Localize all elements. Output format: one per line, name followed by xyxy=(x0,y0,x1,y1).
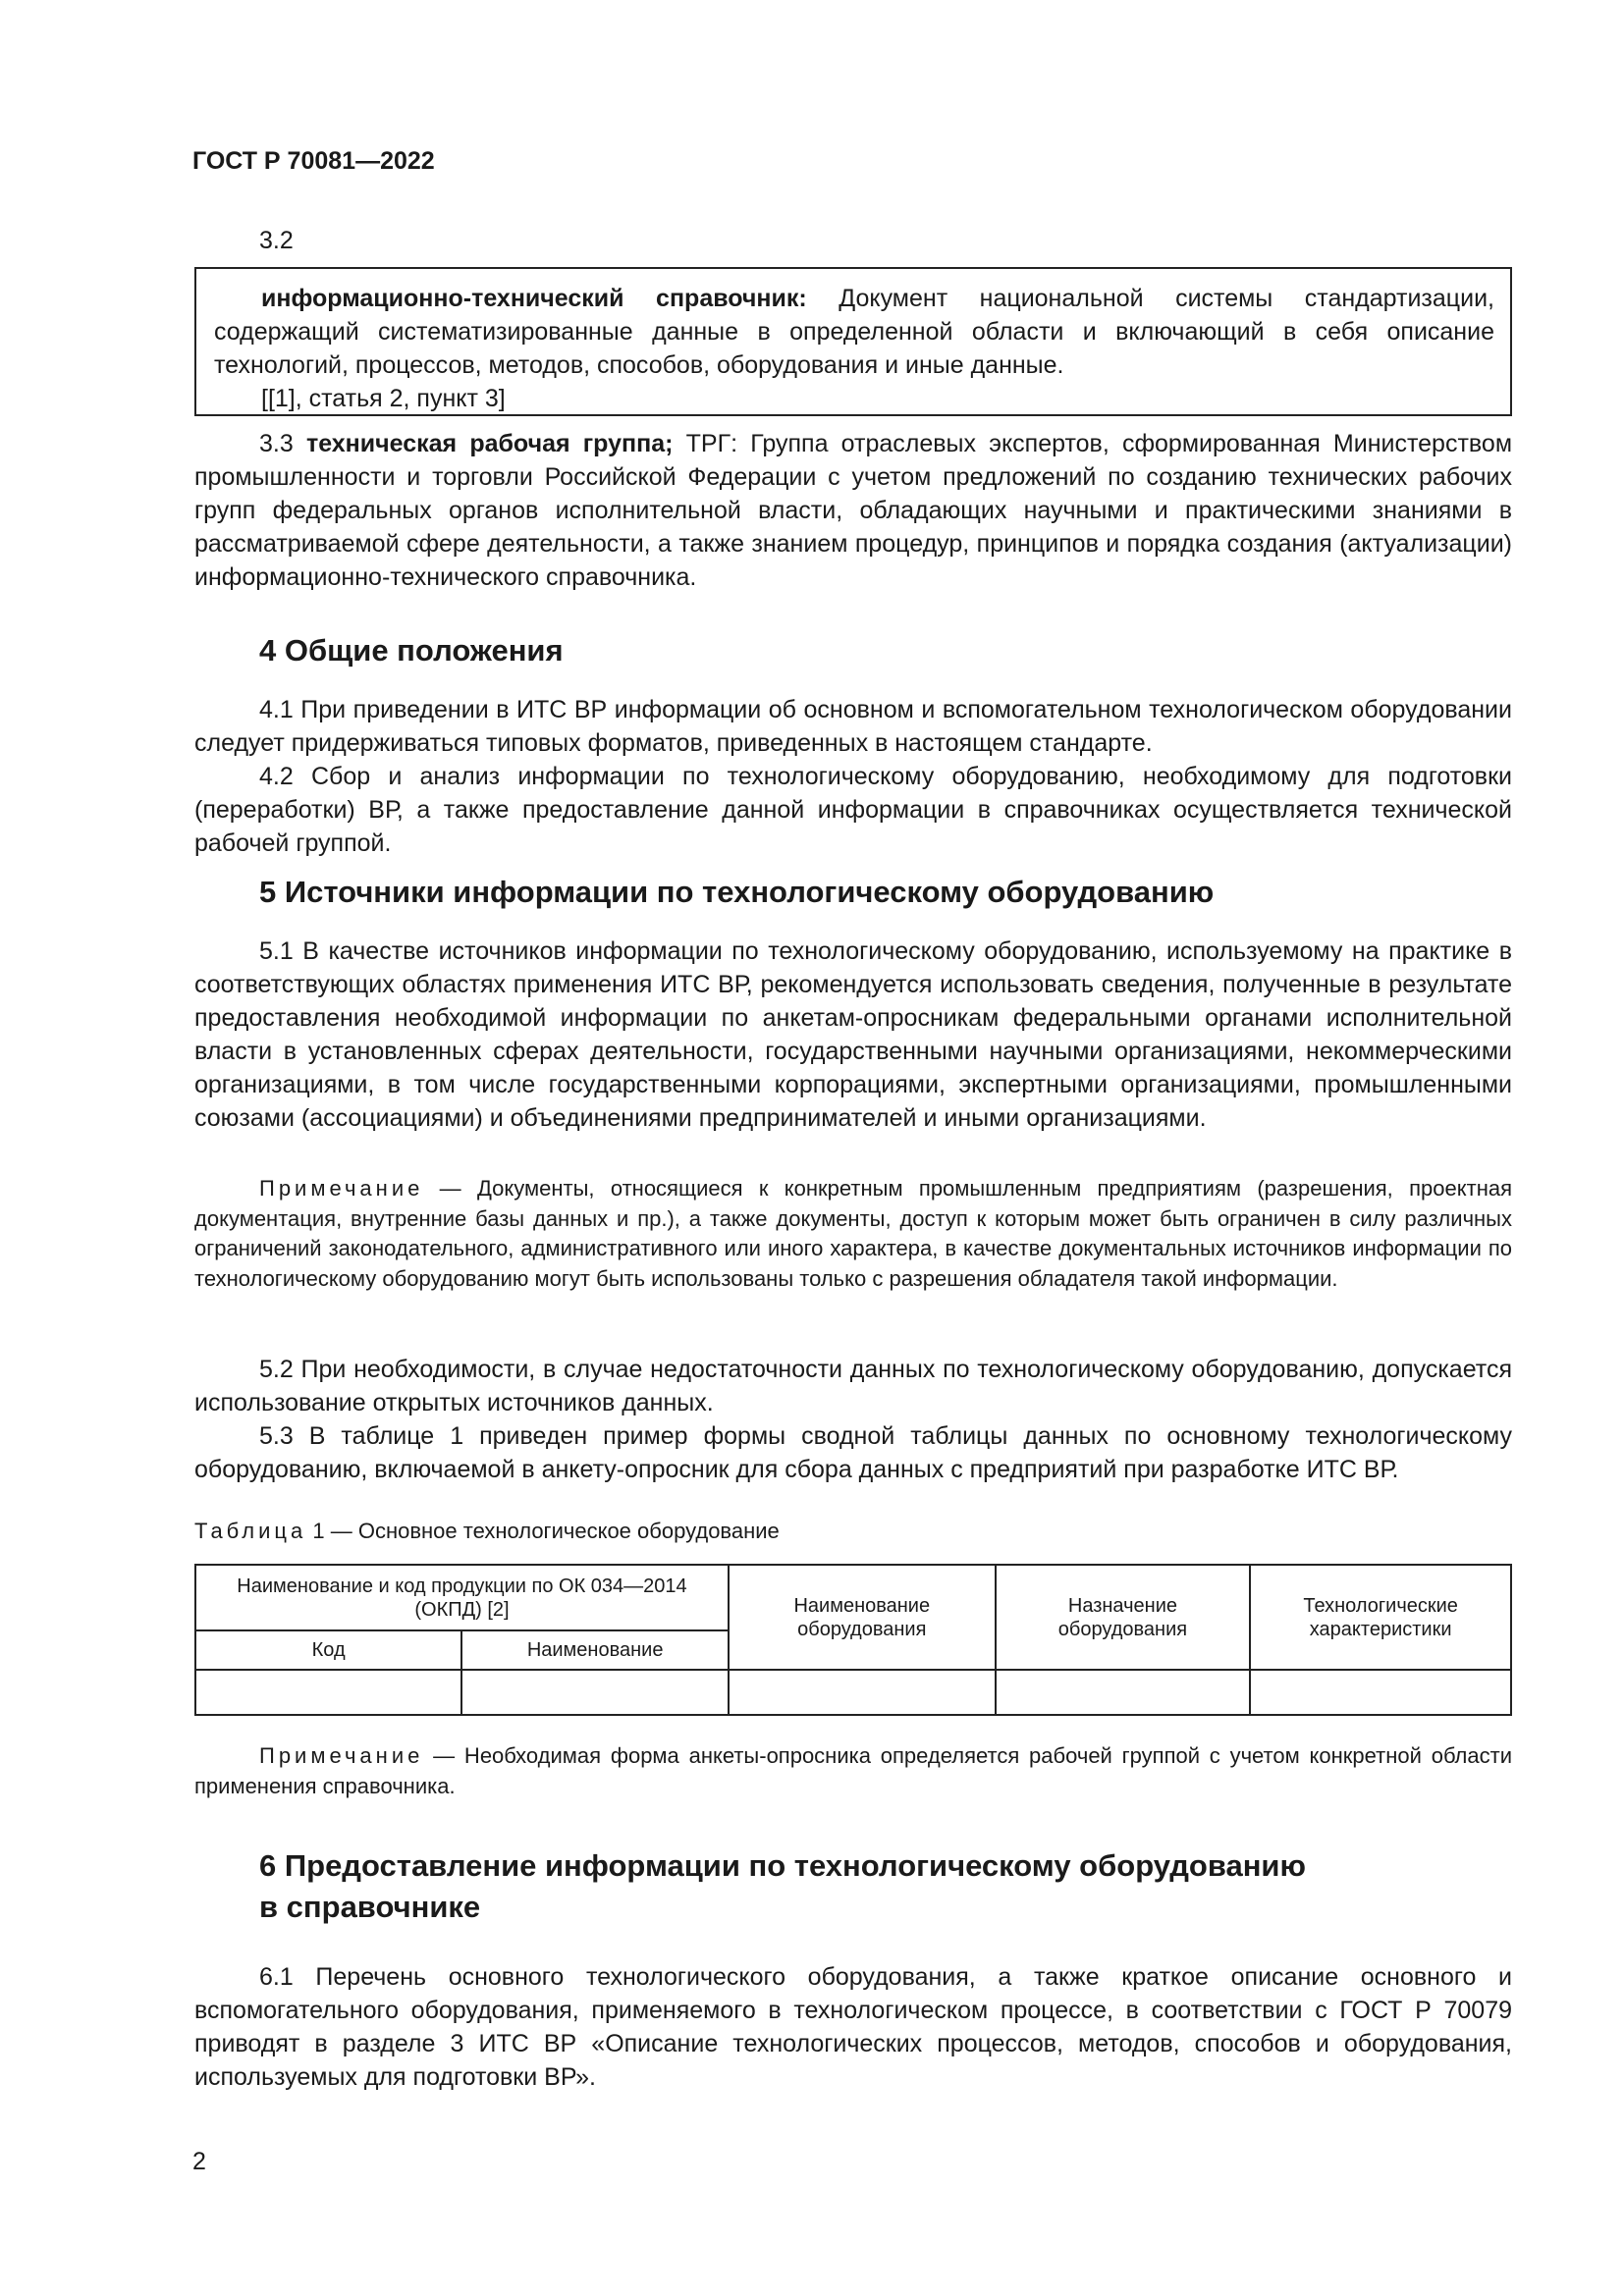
section-5-body-2 xyxy=(194,1353,1512,1486)
paragraph-6-1 xyxy=(194,1960,1512,2094)
section-5-title: 5 Источники информации по технологическому оборудованию xyxy=(259,875,1215,909)
table-header-purpose: Назначение оборудования xyxy=(996,1565,1251,1670)
term-3-3-number: 3.3 xyxy=(259,430,294,457)
note-2-text: — Необходимая форма анкеты-опросника определяется рабочей группой с учетом конкретной области применения справочника. xyxy=(194,1743,1512,1798)
term-3-2-text xyxy=(214,282,1494,382)
table-header-characteristics: Технологические характеристики xyxy=(1250,1565,1511,1670)
standard-header: ГОСТ Р 70081—2022 xyxy=(192,147,435,175)
term-3-3-definition: ТРГ: Группа отраслевых экспертов, сформированная Министерством промышленности и торговли Российской Федерации с учетом предложений по созданию технических рабочих групп федеральных органов исполнительной власти, обладающих научными и практическими знаниями в рассматриваемой сфере деятельности, а также знанием процедур, принципов и порядка создания (актуализации) информационно-технического справочника. xyxy=(194,430,1513,591)
table-header-name: Наименование xyxy=(461,1630,729,1670)
page-number: 2 xyxy=(192,2148,206,2175)
term-3-2-box xyxy=(194,267,1512,416)
section-4-body xyxy=(194,693,1512,860)
table-caption-text: 1 — Основное технологическое оборудование xyxy=(306,1519,780,1543)
table-header-code: Код xyxy=(195,1630,461,1670)
table-cell xyxy=(461,1670,729,1715)
term-3-2-reference: [[1], статья 2, пункт 3] xyxy=(261,385,506,412)
table-cell xyxy=(195,1670,461,1715)
table-header-equipment-name: Наименование оборудования xyxy=(729,1565,996,1670)
note-1 xyxy=(194,1174,1512,1294)
equipment-table xyxy=(194,1564,1512,1716)
note-2 xyxy=(194,1741,1512,1801)
term-3-2-number: 3.2 xyxy=(259,227,294,254)
paragraph-5-3: 5.3 В таблице 1 приведен пример формы сводной таблицы данных по основному технологическому оборудованию, включаемой в анкету-опросник для сбора данных с предприятий при разработке ИТС ВР. xyxy=(194,1422,1512,1483)
paragraph-5-1-text: 5.1 В качестве источников информации по технологическому оборудованию, используемому на практике в соответствующих областях применения ИТС ВР, рекомендуется использовать сведения, полученные в результате предоставления необходимой информации по анкетам-опросникам федеральными органами исполнительной власти в установленных сферах деятельности, государственными научными организациями, некоммерческими организациями, в том числе государственными корпорациями, экспертными организациями, промышленными союзами (ассоциациями) и объединениями предпринимателей и иными организациями. xyxy=(194,937,1512,1132)
note-1-label: Примечание xyxy=(259,1176,424,1201)
paragraph-4-2: 4.2 Сбор и анализ информации по технологическому оборудованию, необходимому для подготовки (переработки) ВР, а также предоставление данной информации в справочниках осуществляется технической рабочей группой. xyxy=(194,763,1512,857)
note-1-text: — Документы, относящиеся к конкретным промышленным предприятиям (разрешения, проектная документация, внутренние базы данных и пр.), а также документы, доступ к которым может быть ограничен в силу различных ограничений законодательного, административного или иного характера, в качестве документальных источников информации по технологическому оборудованию могут быть использованы только с разрешения обладателя такой информации. xyxy=(194,1176,1512,1291)
section-6-title-line1: 6 Предоставление информации по технологическому оборудованию xyxy=(259,1848,1306,1883)
term-3-3-term: техническая рабочая группа; xyxy=(305,430,674,457)
table-row xyxy=(195,1670,1511,1715)
table-header-product: Наименование и код продукции по ОК 034—2014 (ОКПД) [2] xyxy=(195,1565,729,1630)
section-4-title: 4 Общие положения xyxy=(259,633,564,667)
term-3-2-definition: Документ национальной системы стандартизации, содержащий систематизированные данные в определенной области и включающий в себя описание технологий, процессов, методов, способов, оборудования и иные данные. xyxy=(214,285,1494,379)
table-cell xyxy=(996,1670,1251,1715)
term-3-3 xyxy=(194,427,1512,594)
table-cell xyxy=(1250,1670,1511,1715)
table-caption xyxy=(194,1519,780,1544)
paragraph-6-1-text: 6.1 Перечень основного технологического оборудования, а также краткое описание основного и вспомогательного оборудования, применяемого в технологическом процессе, в соответствии с ГОСТ Р 70079 приводят в разделе 3 ИТС ВР «Описание технологических процессов, методов, способов и оборудования, используемых для подготовки ВР». xyxy=(194,1963,1512,2091)
section-6-title-line2: в справочнике xyxy=(259,1890,481,1924)
paragraph-4-1: 4.1 При приведении в ИТС ВР информации об основном и вспомогательном технологическом оборудовании следует придерживаться типовых форматов, приведенных в настоящем стандарте. xyxy=(194,696,1512,757)
paragraph-5-1 xyxy=(194,934,1512,1135)
section-6-title xyxy=(259,1845,1306,1928)
table-cell xyxy=(729,1670,996,1715)
table-label: Таблица xyxy=(194,1519,307,1543)
term-3-2-term: информационно-технический справочник: xyxy=(261,285,807,312)
note-2-label: Примечание xyxy=(259,1743,424,1768)
paragraph-5-2: 5.2 При необходимости, в случае недостаточности данных по технологическому оборудованию, допускается использование открытых источников данных. xyxy=(194,1356,1512,1416)
